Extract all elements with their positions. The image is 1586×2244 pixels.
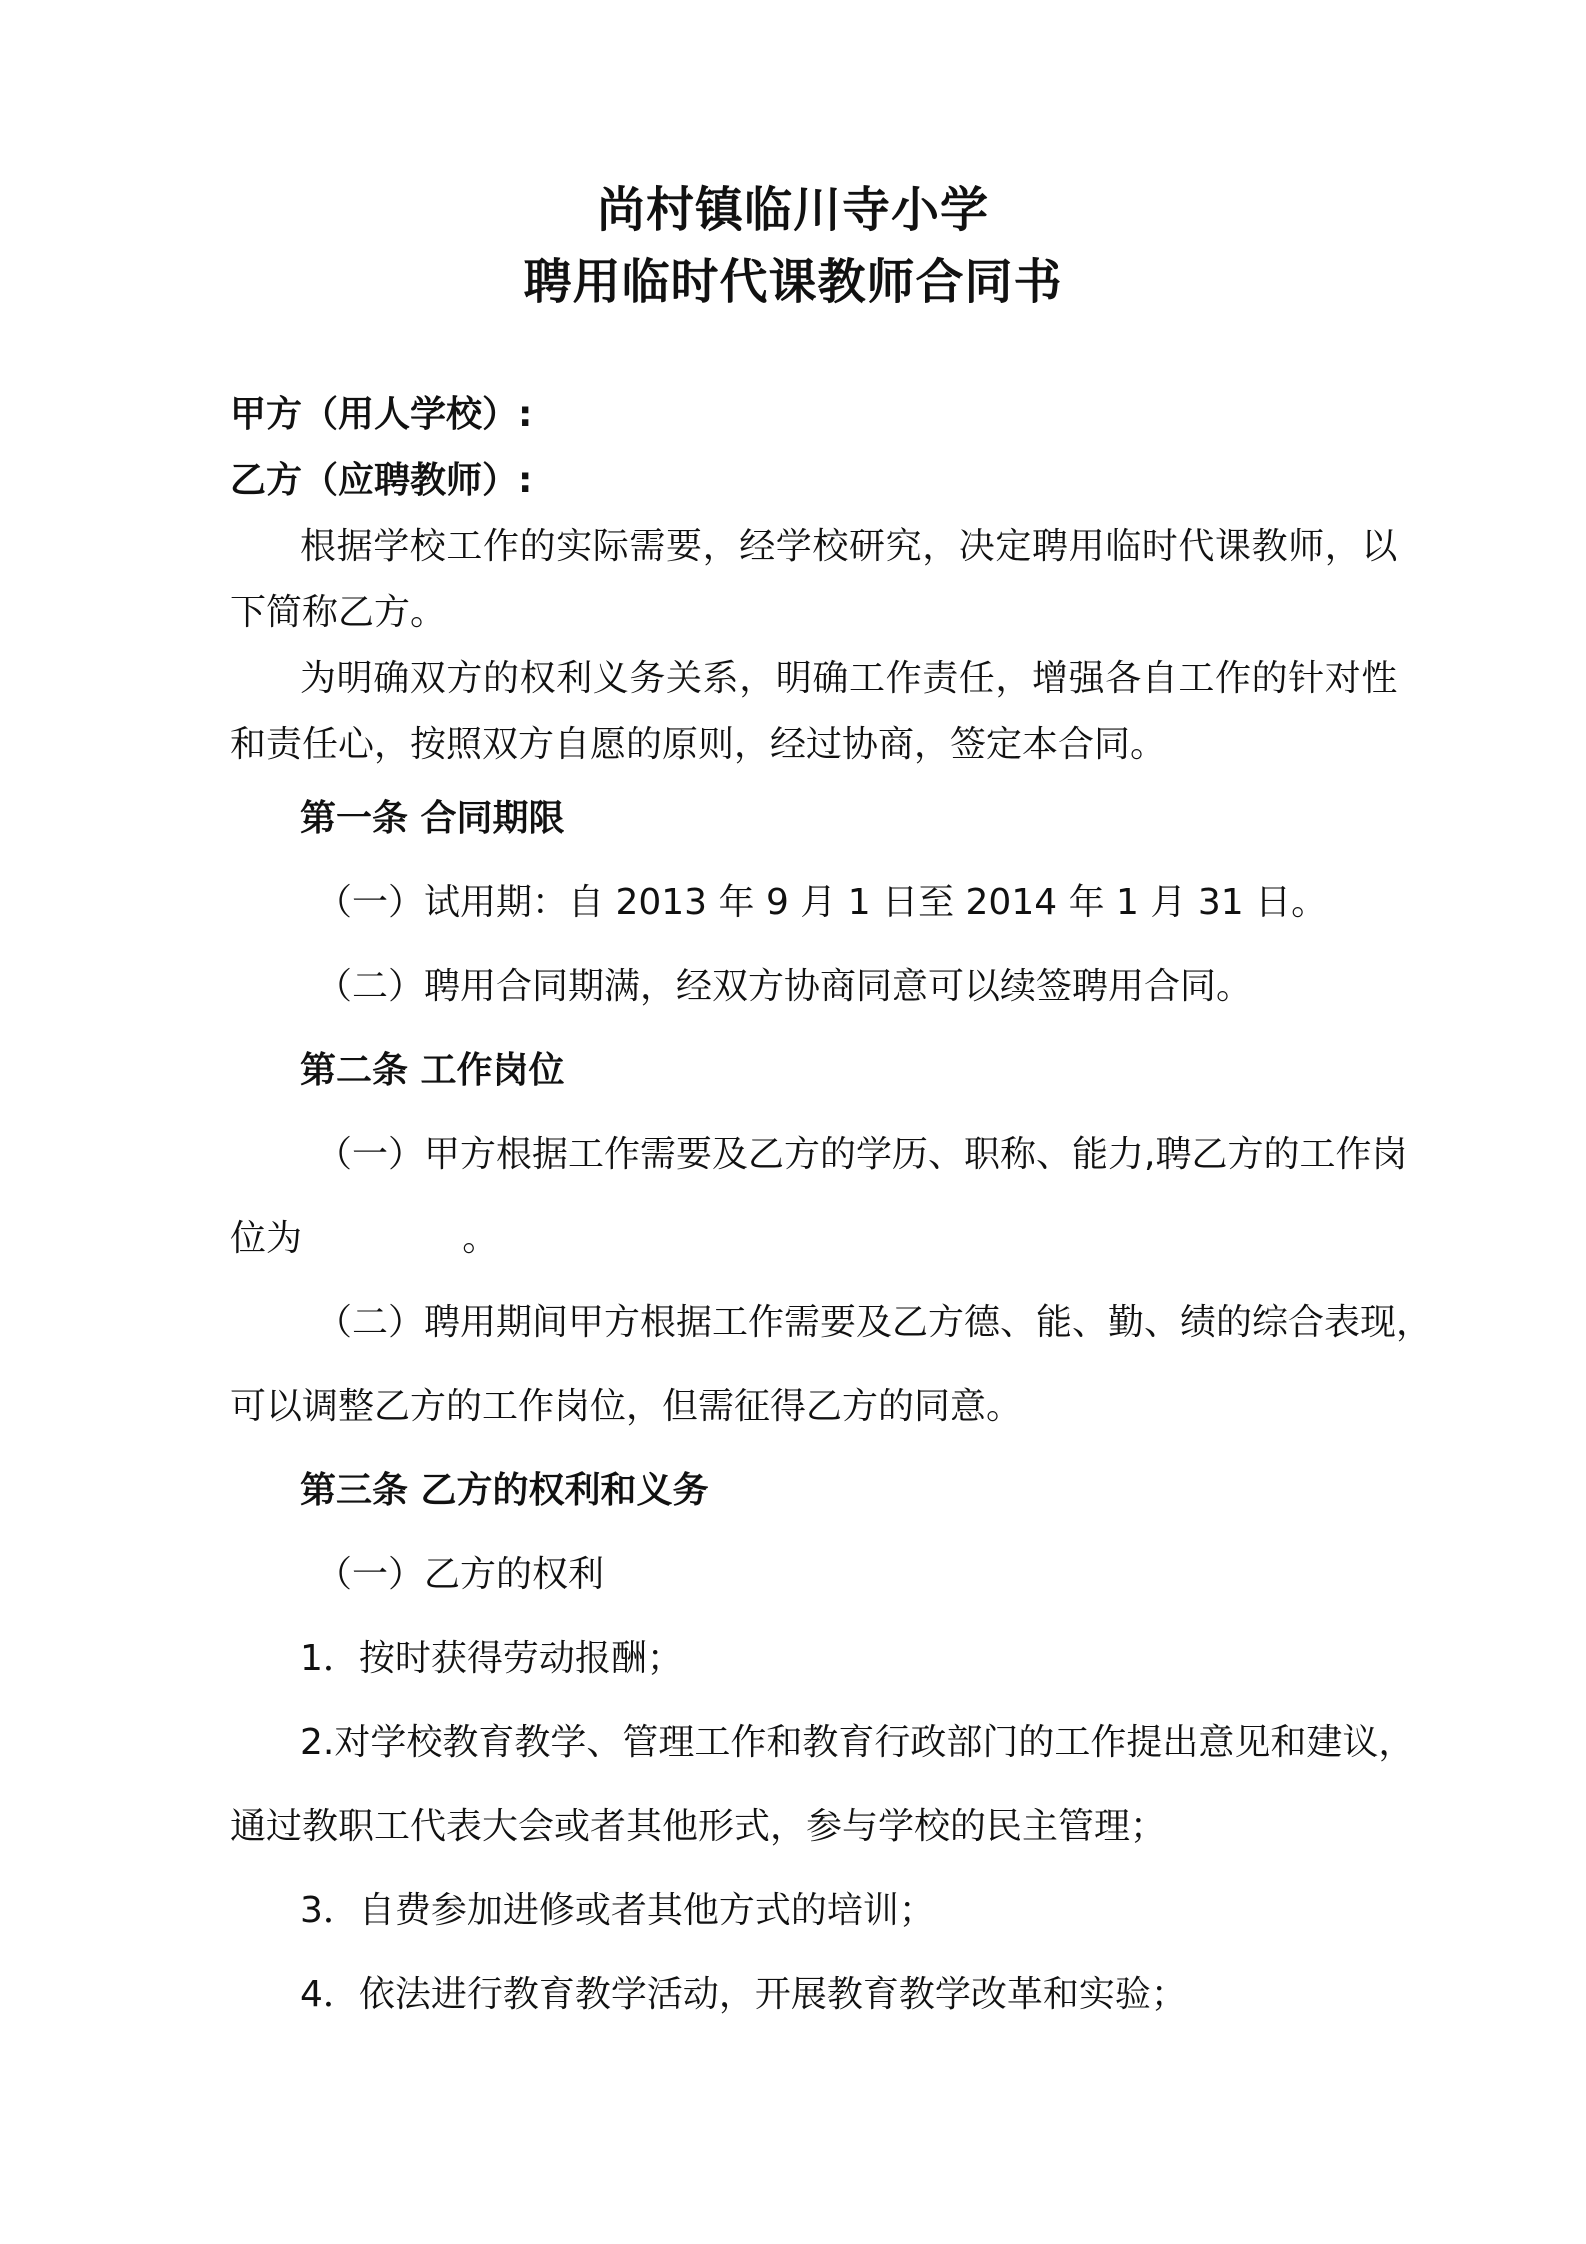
article-1-heading: 第一条 合同期限 — [300, 798, 565, 839]
right-item-4: 4．依法进行教育教学活动，开展教育教学改革和实验； — [300, 1974, 1187, 2015]
right-item-3: 3．自费参加进修或者其他方式的培训； — [300, 1890, 935, 1931]
article-3-heading: 第三条 乙方的权利和义务 — [300, 1470, 709, 1511]
document-title-school: 尚村镇临川寺小学 — [596, 182, 989, 238]
article-3-subheading-rights: （一）乙方的权利 — [316, 1554, 605, 1595]
article-1-item-1: （一）试用期：自 2013 年 9 月 1 日至 2014 年 1 月 31 日。 — [316, 882, 1328, 923]
party-a-label: 甲方（用人学校）: — [230, 394, 533, 435]
article-1-item-2: （二）聘用合同期满，经双方协商同意可以续签聘用合同。 — [316, 966, 1253, 1007]
right-item-2-line-1: 2.对学校教育教学、管理工作和教育行政部门的工作提出意见和建议， — [300, 1722, 1415, 1763]
article-2-item-2-line-2: 可以调整乙方的工作岗位，但需征得乙方的同意。 — [230, 1386, 1023, 1427]
article-2-item-2-line-1: （二）聘用期间甲方根据工作需要及乙方德、能、勤、绩的综合表现， — [316, 1302, 1433, 1343]
intro-paragraph-2-line-1: 为明确双方的权利义务关系，明确工作责任，增强各自工作的针对性 — [300, 658, 1399, 699]
intro-paragraph-2-line-2: 和责任心，按照双方自愿的原则，经过协商，签定本合同。 — [230, 724, 1167, 765]
right-item-1: 1．按时获得劳动报酬； — [300, 1638, 683, 1679]
document-title-contract: 聘用临时代课教师合同书 — [523, 254, 1063, 310]
intro-paragraph-1-line-1: 根据学校工作的实际需要，经学校研究，决定聘用临时代课教师，以 — [300, 526, 1399, 567]
article-2-item-1-line-1: （一）甲方根据工作需要及乙方的学历、职称、能力,聘乙方的工作岗 — [316, 1134, 1408, 1175]
party-b-label: 乙方（应聘教师）: — [230, 460, 533, 501]
intro-paragraph-1-line-2: 下简称乙方。 — [230, 592, 447, 633]
right-item-2-line-2: 通过教职工代表大会或者其他形式，参与学校的民主管理； — [230, 1806, 1167, 1847]
article-2-heading: 第二条 工作岗位 — [300, 1050, 565, 1091]
article-2-item-1-line-2: 位为 。 — [230, 1218, 499, 1259]
